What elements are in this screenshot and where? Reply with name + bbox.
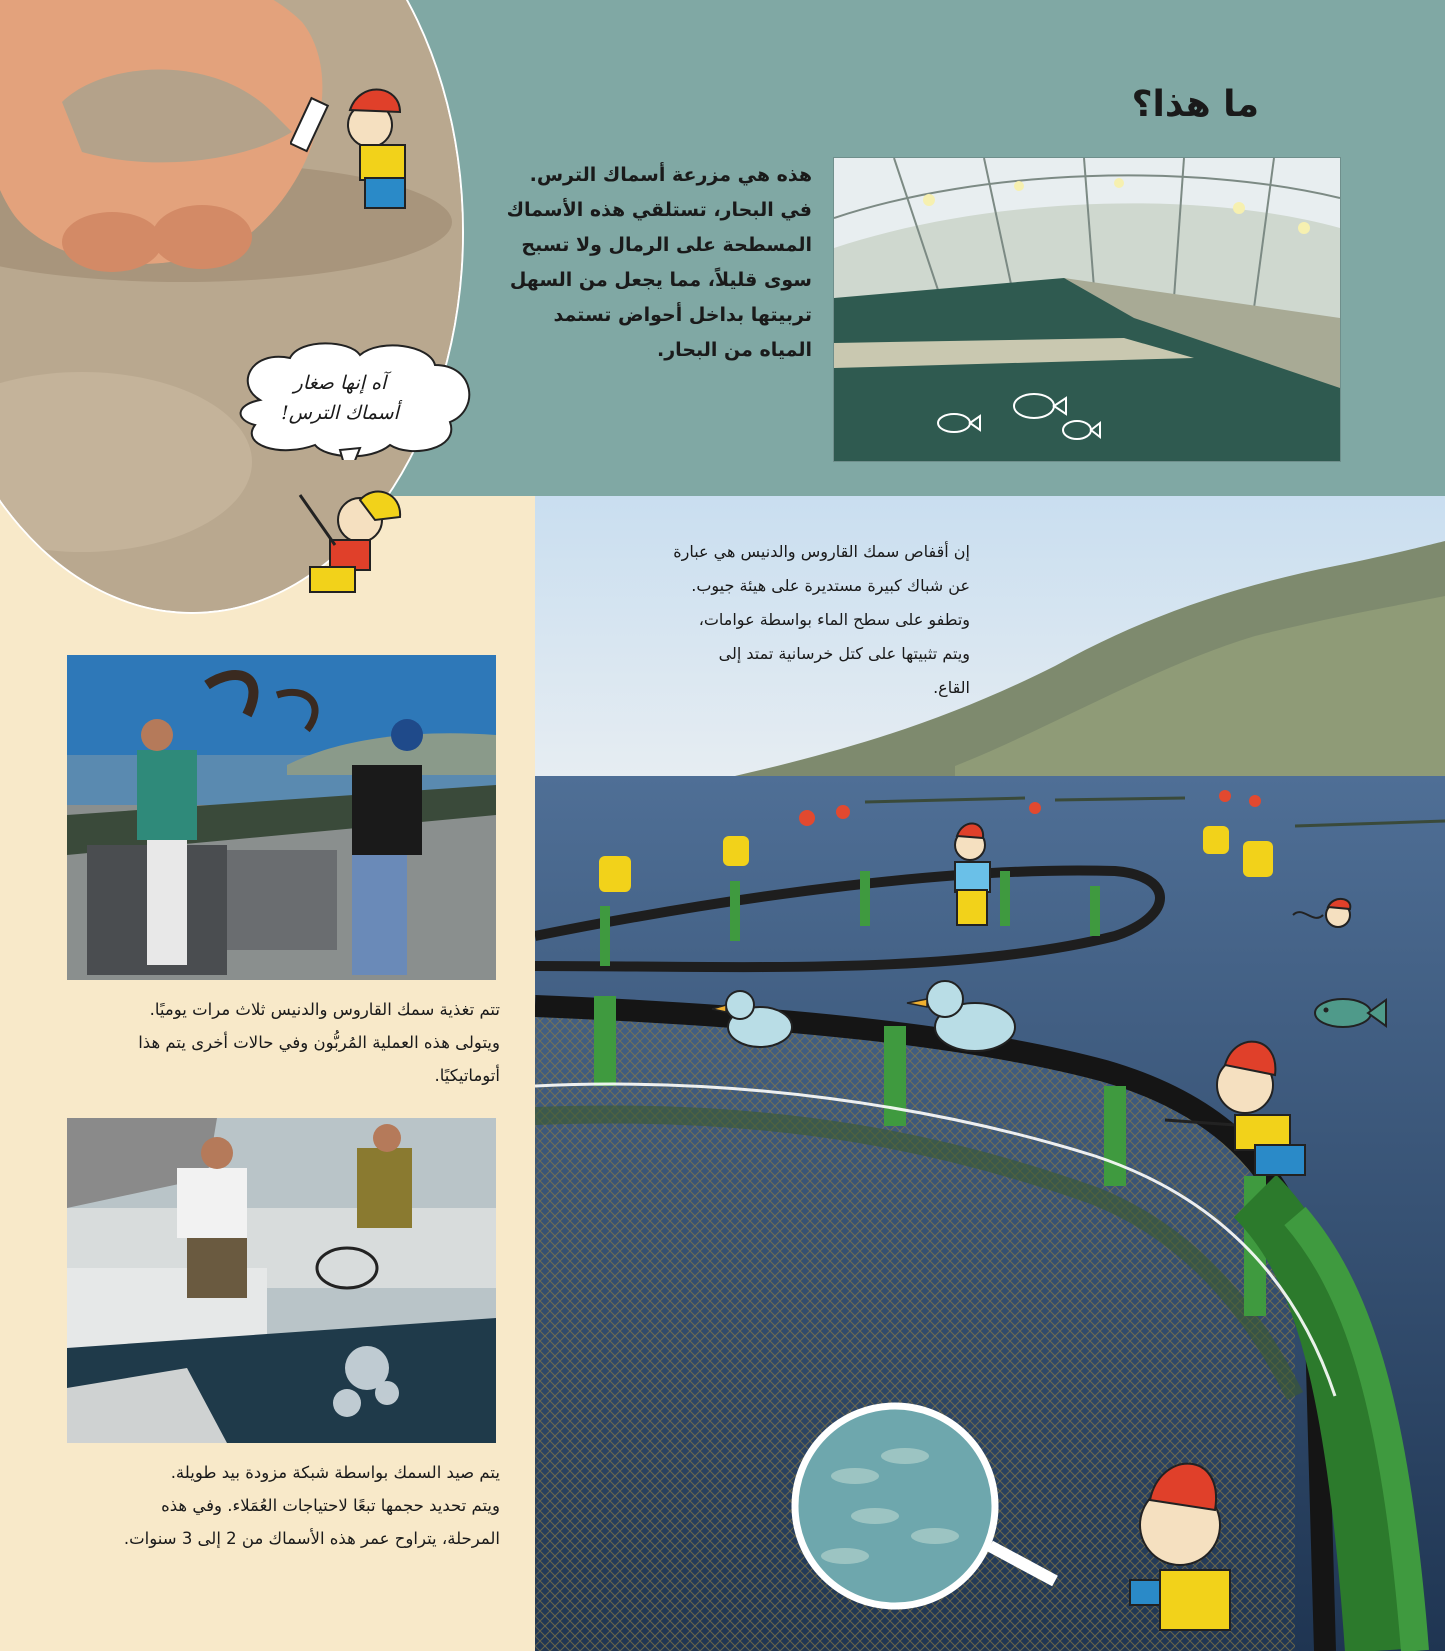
seagull-right [905, 975, 1025, 1065]
seagull-left [710, 985, 800, 1055]
feeding-caption [60, 993, 500, 1092]
cages-line: ويتم تثبيتها على كتل خرسانية تمتد إلى [718, 644, 970, 663]
intro-line: تربيتها بداخل أحواض تستمد [553, 304, 812, 326]
cartoon-leaning [1160, 1030, 1350, 1200]
feeding-line: أتوماتيكيًا. [434, 1066, 500, 1085]
intro-line: هذه هي مزرعة أسماك الترس. [529, 164, 812, 186]
intro-line: المسطحة على الرمال ولا تسبح [521, 234, 812, 256]
speech-line: أسماك الترس! [281, 402, 399, 424]
cartoon-with-magnifier [1090, 1430, 1270, 1651]
catching-line: ويتم تحديد حجمها تبعًا لاحتياجات العُمَلاء. وفي هذه [161, 1496, 500, 1515]
intro-line: سوى قليلاً، مما يجعل من السهل [509, 269, 812, 291]
catching-photo [67, 1118, 496, 1443]
speech-bubble-text [240, 368, 440, 428]
catching-line: يتم صيد السمك بواسطة شبكة مزودة بيد طويلة. [170, 1463, 500, 1482]
cartoon-swimmer [1288, 895, 1368, 935]
page-title: ما هذا؟ [1131, 84, 1259, 125]
intro-line: في البحار، تستلقي هذه الأسماك [506, 199, 812, 221]
cages-line: عن شباك كبيرة مستديرة على هيئة جيوب. [691, 576, 970, 595]
cages-line: إن أقفاص سمك القاروس والدنيس هي عبارة [673, 542, 970, 561]
indoor-tanks-photo [833, 157, 1341, 462]
cages-paragraph [600, 535, 970, 705]
cages-line: وتطفو على سطح الماء بواسطة عوامات، [698, 610, 970, 629]
cages-line: القاع. [933, 678, 970, 697]
catching-caption [60, 1456, 500, 1555]
cartoon-pointing-up [290, 485, 420, 605]
cartoon-holding-bottle [290, 80, 440, 220]
intro-line: المياه من البحار. [657, 339, 812, 361]
feeding-line: ويتولى هذه العملية المُربُّون وفي حالات أخرى يتم هذا [138, 1033, 500, 1052]
feeding-line: تتم تغذية سمك القاروس والدنيس ثلاث مرات يوميًا. [149, 1000, 500, 1019]
speech-line: آه إنها صغار [293, 372, 387, 394]
intro-paragraph [502, 158, 812, 368]
catching-line: المرحلة، يتراوح عمر هذه الأسماك من 2 إلى 3 سنوات. [123, 1529, 500, 1548]
cartoon-on-cage [925, 820, 1025, 940]
feeding-photo [67, 655, 496, 980]
